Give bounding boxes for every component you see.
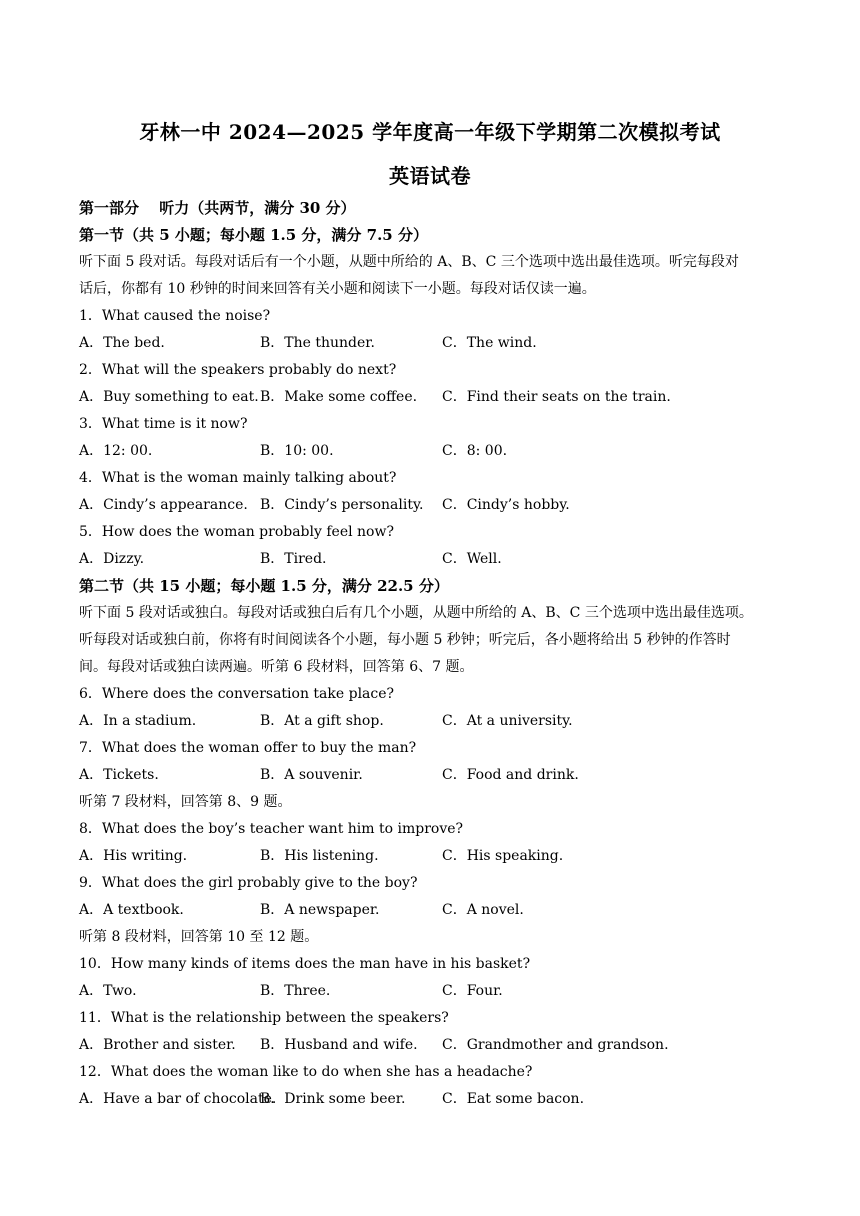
option-a: A．Buy something to eat. [79,389,259,405]
question-10: 10．How many kinds of items does the man have in his basket? [79,956,531,972]
option-a: A．Dizzy. [79,551,145,567]
option-c: C．Find their seats on the train. [442,389,671,405]
option-a: A．His writing. [79,848,188,864]
option-c: C．A novel. [442,902,524,918]
option-a: A．Have a bar of chocolate. [79,1091,277,1107]
question-7: 7．What does the woman offer to buy the man? [79,740,417,756]
option-b: B．Tired. [260,551,327,567]
section2-heading: 第二节（共 15 小题；每小题 1.5 分，满分 22.5 分） [79,577,449,595]
option-c: C．His speaking. [442,848,564,864]
material-8-note: 听第 8 段材料，回答第 10 至 12 题。 [79,929,319,945]
option-c: C．Four. [442,983,503,999]
option-b: B．10: 00. [260,443,334,459]
option-a: A．The bed. [79,335,165,351]
option-a: A．12: 00. [79,443,153,459]
option-c: C．At a university. [442,713,573,729]
exam-subtitle: 英语试卷 [389,164,471,188]
option-b: B．Husband and wife. [260,1037,418,1053]
question-11: 11．What is the relationship between the speakers? [79,1010,449,1026]
option-c: C．8: 00. [442,443,508,459]
option-c: C．Cindy’s hobby. [442,497,570,513]
section1-heading: 第一节（共 5 小题；每小题 1.5 分，满分 7.5 分） [79,226,428,244]
question-12: 12．What does the woman like to do when she has a headache? [79,1064,533,1080]
option-b: B．Cindy’s personality. [260,497,424,513]
option-c: C．Food and drink. [442,767,579,783]
question-8: 8．What does the boy’s teacher want him to improve? [79,821,464,837]
question-1: 1．What caused the noise? [79,308,271,324]
part1-heading: 第一部分 听力（共两节，满分 30 分） [79,199,356,217]
option-a: A．Brother and sister. [79,1037,236,1053]
section1-instruction-line2: 话后，你都有 10 秒钟的时间来回答有关小题和阅读下一小题。每段对话仅读一遍。 [79,281,596,297]
option-a: A．Tickets. [79,767,159,783]
option-a: A．A textbook. [79,902,184,918]
option-b: B．Three. [260,983,331,999]
option-b: B．The thunder. [260,335,375,351]
option-b: B．At a gift shop. [260,713,384,729]
question-9: 9．What does the girl probably give to the boy? [79,875,418,891]
exam-title: 牙林一中 2024—2025 学年度高一年级下学期第二次模拟考试 [139,120,721,144]
question-5: 5．How does the woman probably feel now? [79,524,394,540]
option-c: C．Eat some bacon. [442,1091,585,1107]
option-b: B．A souvenir. [260,767,363,783]
material-7-note: 听第 7 段材料，回答第 8、9 题。 [79,794,292,810]
option-b: B．His listening. [260,848,379,864]
option-c: C．Grandmother and grandson. [442,1037,669,1053]
option-b: B．Make some coffee. [260,389,418,405]
option-a: A．Cindy’s appearance. [79,497,248,513]
question-3: 3．What time is it now? [79,416,248,432]
option-c: C．The wind. [442,335,537,351]
option-a: A．In a stadium. [79,713,197,729]
section2-instruction-line2: 听每段对话或独白前，你将有时间阅读各个小题，每小题 5 秒钟；听完后，各小题将给出 5 秒钟的作答时 [79,632,731,648]
section2-instruction-line1: 听下面 5 段对话或独白。每段对话或独白后有几个小题，从题中所给的 A、B、C 三个选项中选出最佳选项。 [79,605,753,621]
option-b: B．Drink some beer. [260,1091,406,1107]
option-c: C．Well. [442,551,502,567]
section1-instruction-line1: 听下面 5 段对话。每段对话后有一个小题，从题中所给的 A、B、C 三个选项中选出最佳选项。听完每段对 [79,254,739,270]
question-4: 4．What is the woman mainly talking about? [79,470,397,486]
option-b: B．A newspaper. [260,902,380,918]
section2-instruction-line3: 间。每段对话或独白读两遍。听第 6 段材料，回答第 6、7 题。 [79,659,474,675]
option-a: A．Two. [79,983,137,999]
question-6: 6．Where does the conversation take place? [79,686,395,702]
question-2: 2．What will the speakers probably do next? [79,362,397,378]
